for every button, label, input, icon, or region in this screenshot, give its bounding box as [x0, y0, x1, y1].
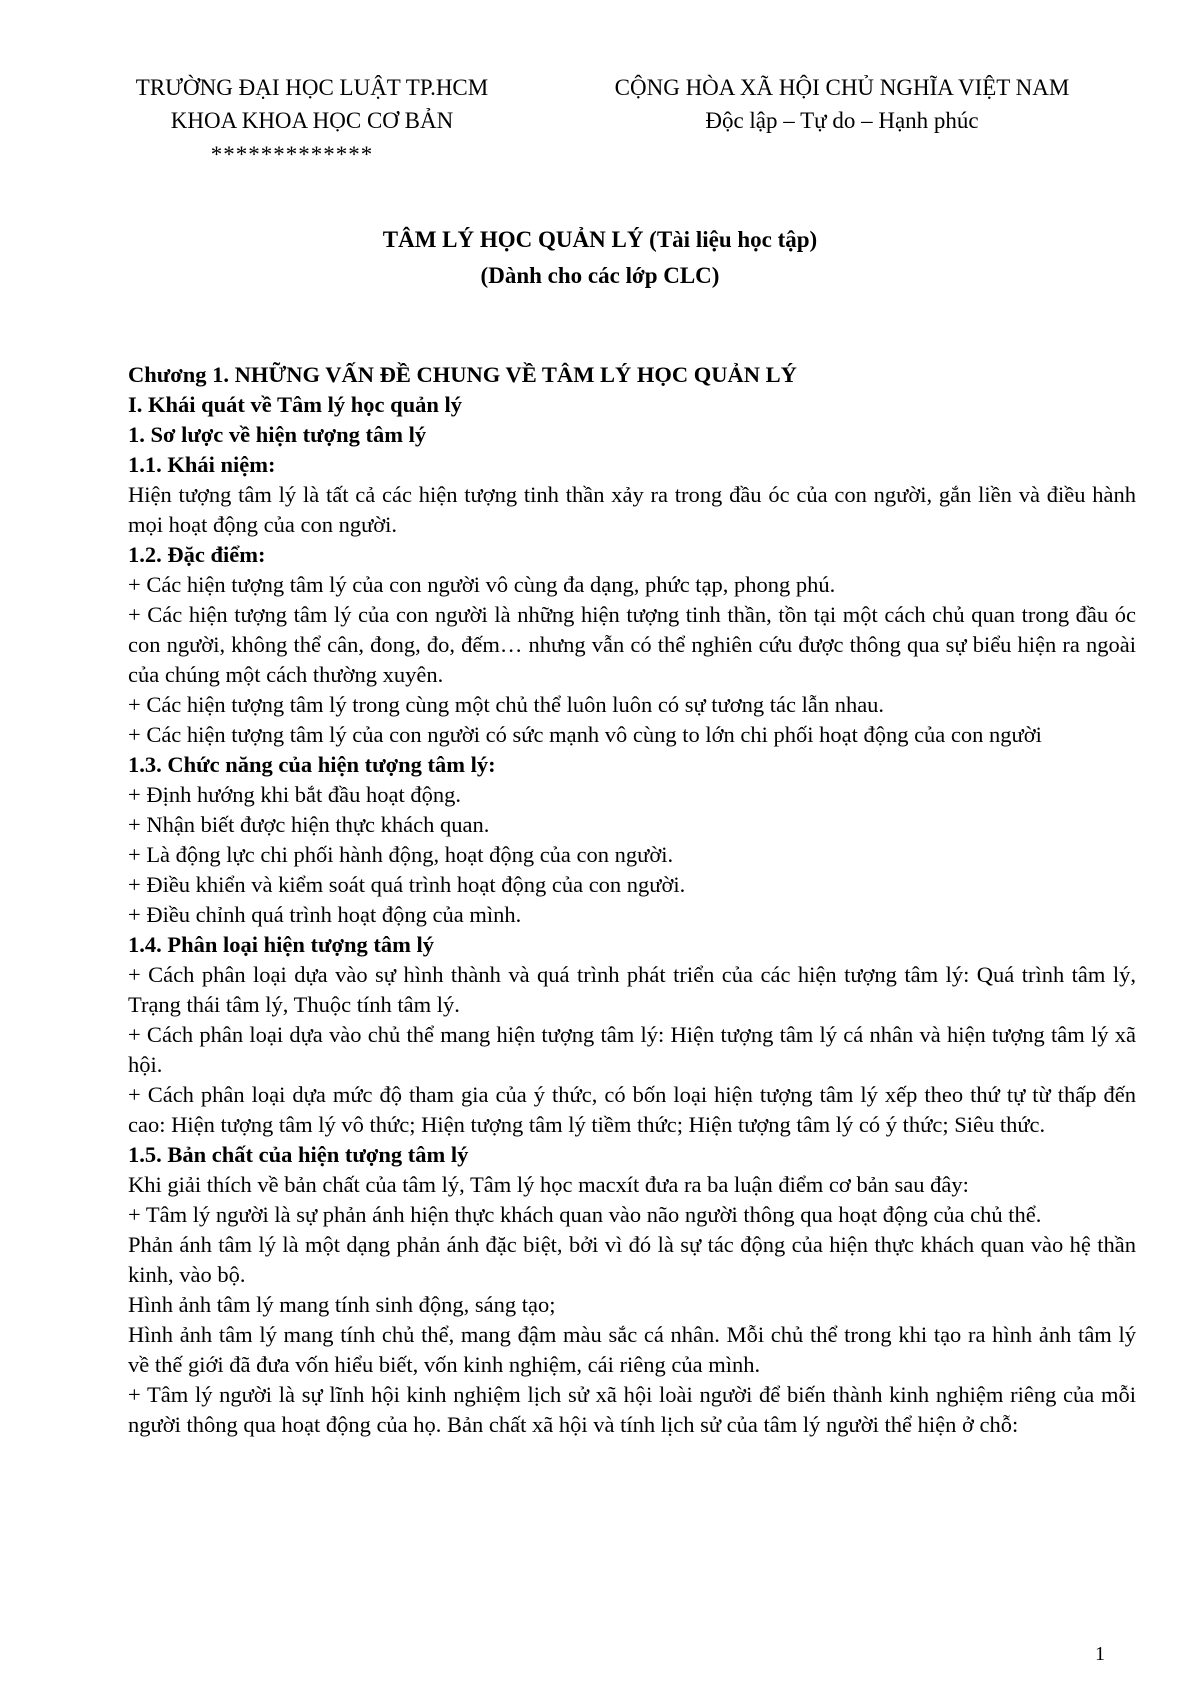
- heading-1-2: 1.2. Đặc điểm:: [128, 542, 266, 567]
- paragraph: + Điều chỉnh quá trình hoạt động của mình.: [128, 902, 522, 927]
- country-motto: Độc lập – Tự do – Hạnh phúc: [705, 108, 979, 133]
- chapter-heading: Chương 1. NHỮNG VẤN ĐỀ CHUNG VỀ TÂM LÝ HỌC QUẢN LÝ: [128, 362, 797, 387]
- country-name: CỘNG HÒA XÃ HỘI CHỦ NGHĨA VIỆT NAM: [614, 75, 1070, 100]
- faculty-name: KHOA KHOA HỌC CƠ BẢN: [170, 108, 454, 133]
- paragraph: + Các hiện tượng tâm lý của con người có sức mạnh vô cùng to lớn chi phối hoạt động của con người: [128, 722, 1042, 747]
- paragraph: + Điều khiển và kiểm soát quá trình hoạt động của con người.: [128, 872, 686, 897]
- paragraph: + Nhận biết được hiện thực khách quan.: [128, 812, 490, 837]
- page-number: 1: [1095, 1643, 1105, 1665]
- paragraph: + Các hiện tượng tâm lý trong cùng một chủ thể luôn luôn có sự tương tác lẫn nhau.: [128, 692, 885, 717]
- paragraph: + Cách phân loại dựa vào sự hình thành và quá trình phát triển của các hiện tượng tâm lý: Quá trình tâm lý, Trạng thái tâm lý, Thuộc tính tâm lý.: [128, 962, 1136, 1017]
- paragraph: Hình ảnh tâm lý mang tính sinh động, sáng tạo;: [128, 1292, 556, 1317]
- paragraph: + Là động lực chi phối hành động, hoạt động của con người.: [128, 842, 674, 867]
- paragraph: + Tâm lý người là sự lĩnh hội kinh nghiệm lịch sử xã hội loài người để biến thành kinh nghiệm riêng của mỗi người thông qua hoạt động của họ. Bản chất xã hội và tính lịch sử của tâm lý người thể hiện ở chỗ:: [128, 1382, 1136, 1437]
- heading-1-3: 1.3. Chức năng của hiện tượng tâm lý:: [128, 752, 496, 777]
- subsection-heading: 1. Sơ lược về hiện tượng tâm lý: [128, 422, 427, 447]
- paragraph: + Định hướng khi bắt đầu hoạt động.: [128, 782, 461, 807]
- paragraph: + Tâm lý người là sự phản ánh hiện thực khách quan vào não người thông qua hoạt động của chủ thể.: [128, 1202, 1042, 1227]
- paragraph: Phản ánh tâm lý là một dạng phản ánh đặc biệt, bởi vì đó là sự tác động của hiện thực khách quan vào hệ thần kinh, vào bộ.: [128, 1232, 1136, 1287]
- paragraph: Hình ảnh tâm lý mang tính chủ thể, mang đậm màu sắc cá nhân. Mỗi chủ thể trong khi tạo ra hình ảnh tâm lý về thế giới đã đưa vốn hiểu biết, vốn kinh nghiệm, cái riêng của mình.: [128, 1322, 1136, 1377]
- paragraph: + Các hiện tượng tâm lý của con người là những hiện tượng tinh thần, tồn tại một cách chủ quan trong đầu óc con người, không thể cân, đong, đo, đếm… nhưng vẫn có thể nghiên cứu được thông qua sự biểu hiện ra ngoài của chúng một cách thường xuyên.: [128, 602, 1136, 687]
- section-heading: I. Khái quát về Tâm lý học quản lý: [128, 392, 463, 417]
- paragraph: Hiện tượng tâm lý là tất cả các hiện tượng tinh thần xảy ra trong đầu óc của con người, gắn liền và điều hành mọi hoạt động của con người.: [128, 482, 1136, 537]
- paragraph: + Cách phân loại dựa mức độ tham gia của ý thức, có bốn loại hiện tượng tâm lý xếp theo thứ tự từ thấp đến cao: Hiện tượng tâm lý vô thức; Hiện tượng tâm lý tiềm thức; Hiện tượng tâm lý có ý thức; Siêu thức.: [128, 1082, 1136, 1137]
- heading-1-4: 1.4. Phân loại hiện tượng tâm lý: [128, 932, 434, 957]
- paragraph: + Cách phân loại dựa vào chủ thể mang hiện tượng tâm lý: Hiện tượng tâm lý cá nhân và hiện tượng tâm lý xã hội.: [128, 1022, 1136, 1077]
- header-stars: *************: [210, 142, 374, 167]
- document-title: TÂM LÝ HỌC QUẢN LÝ (Tài liệu học tập): [382, 227, 818, 252]
- paragraph: Khi giải thích về bản chất của tâm lý, Tâm lý học macxít đưa ra ba luận điểm cơ bản sau đây:: [128, 1172, 969, 1197]
- heading-1-5: 1.5. Bản chất của hiện tượng tâm lý: [128, 1142, 469, 1167]
- school-name: TRƯỜNG ĐẠI HỌC LUẬT TP.HCM: [135, 75, 489, 100]
- document-body: [128, 360, 1136, 1440]
- heading-1-1: 1.1. Khái niệm:: [128, 452, 276, 477]
- paragraph: + Các hiện tượng tâm lý của con người vô cùng đa dạng, phức tạp, phong phú.: [128, 572, 836, 597]
- document-subtitle: (Dành cho các lớp CLC): [480, 263, 720, 288]
